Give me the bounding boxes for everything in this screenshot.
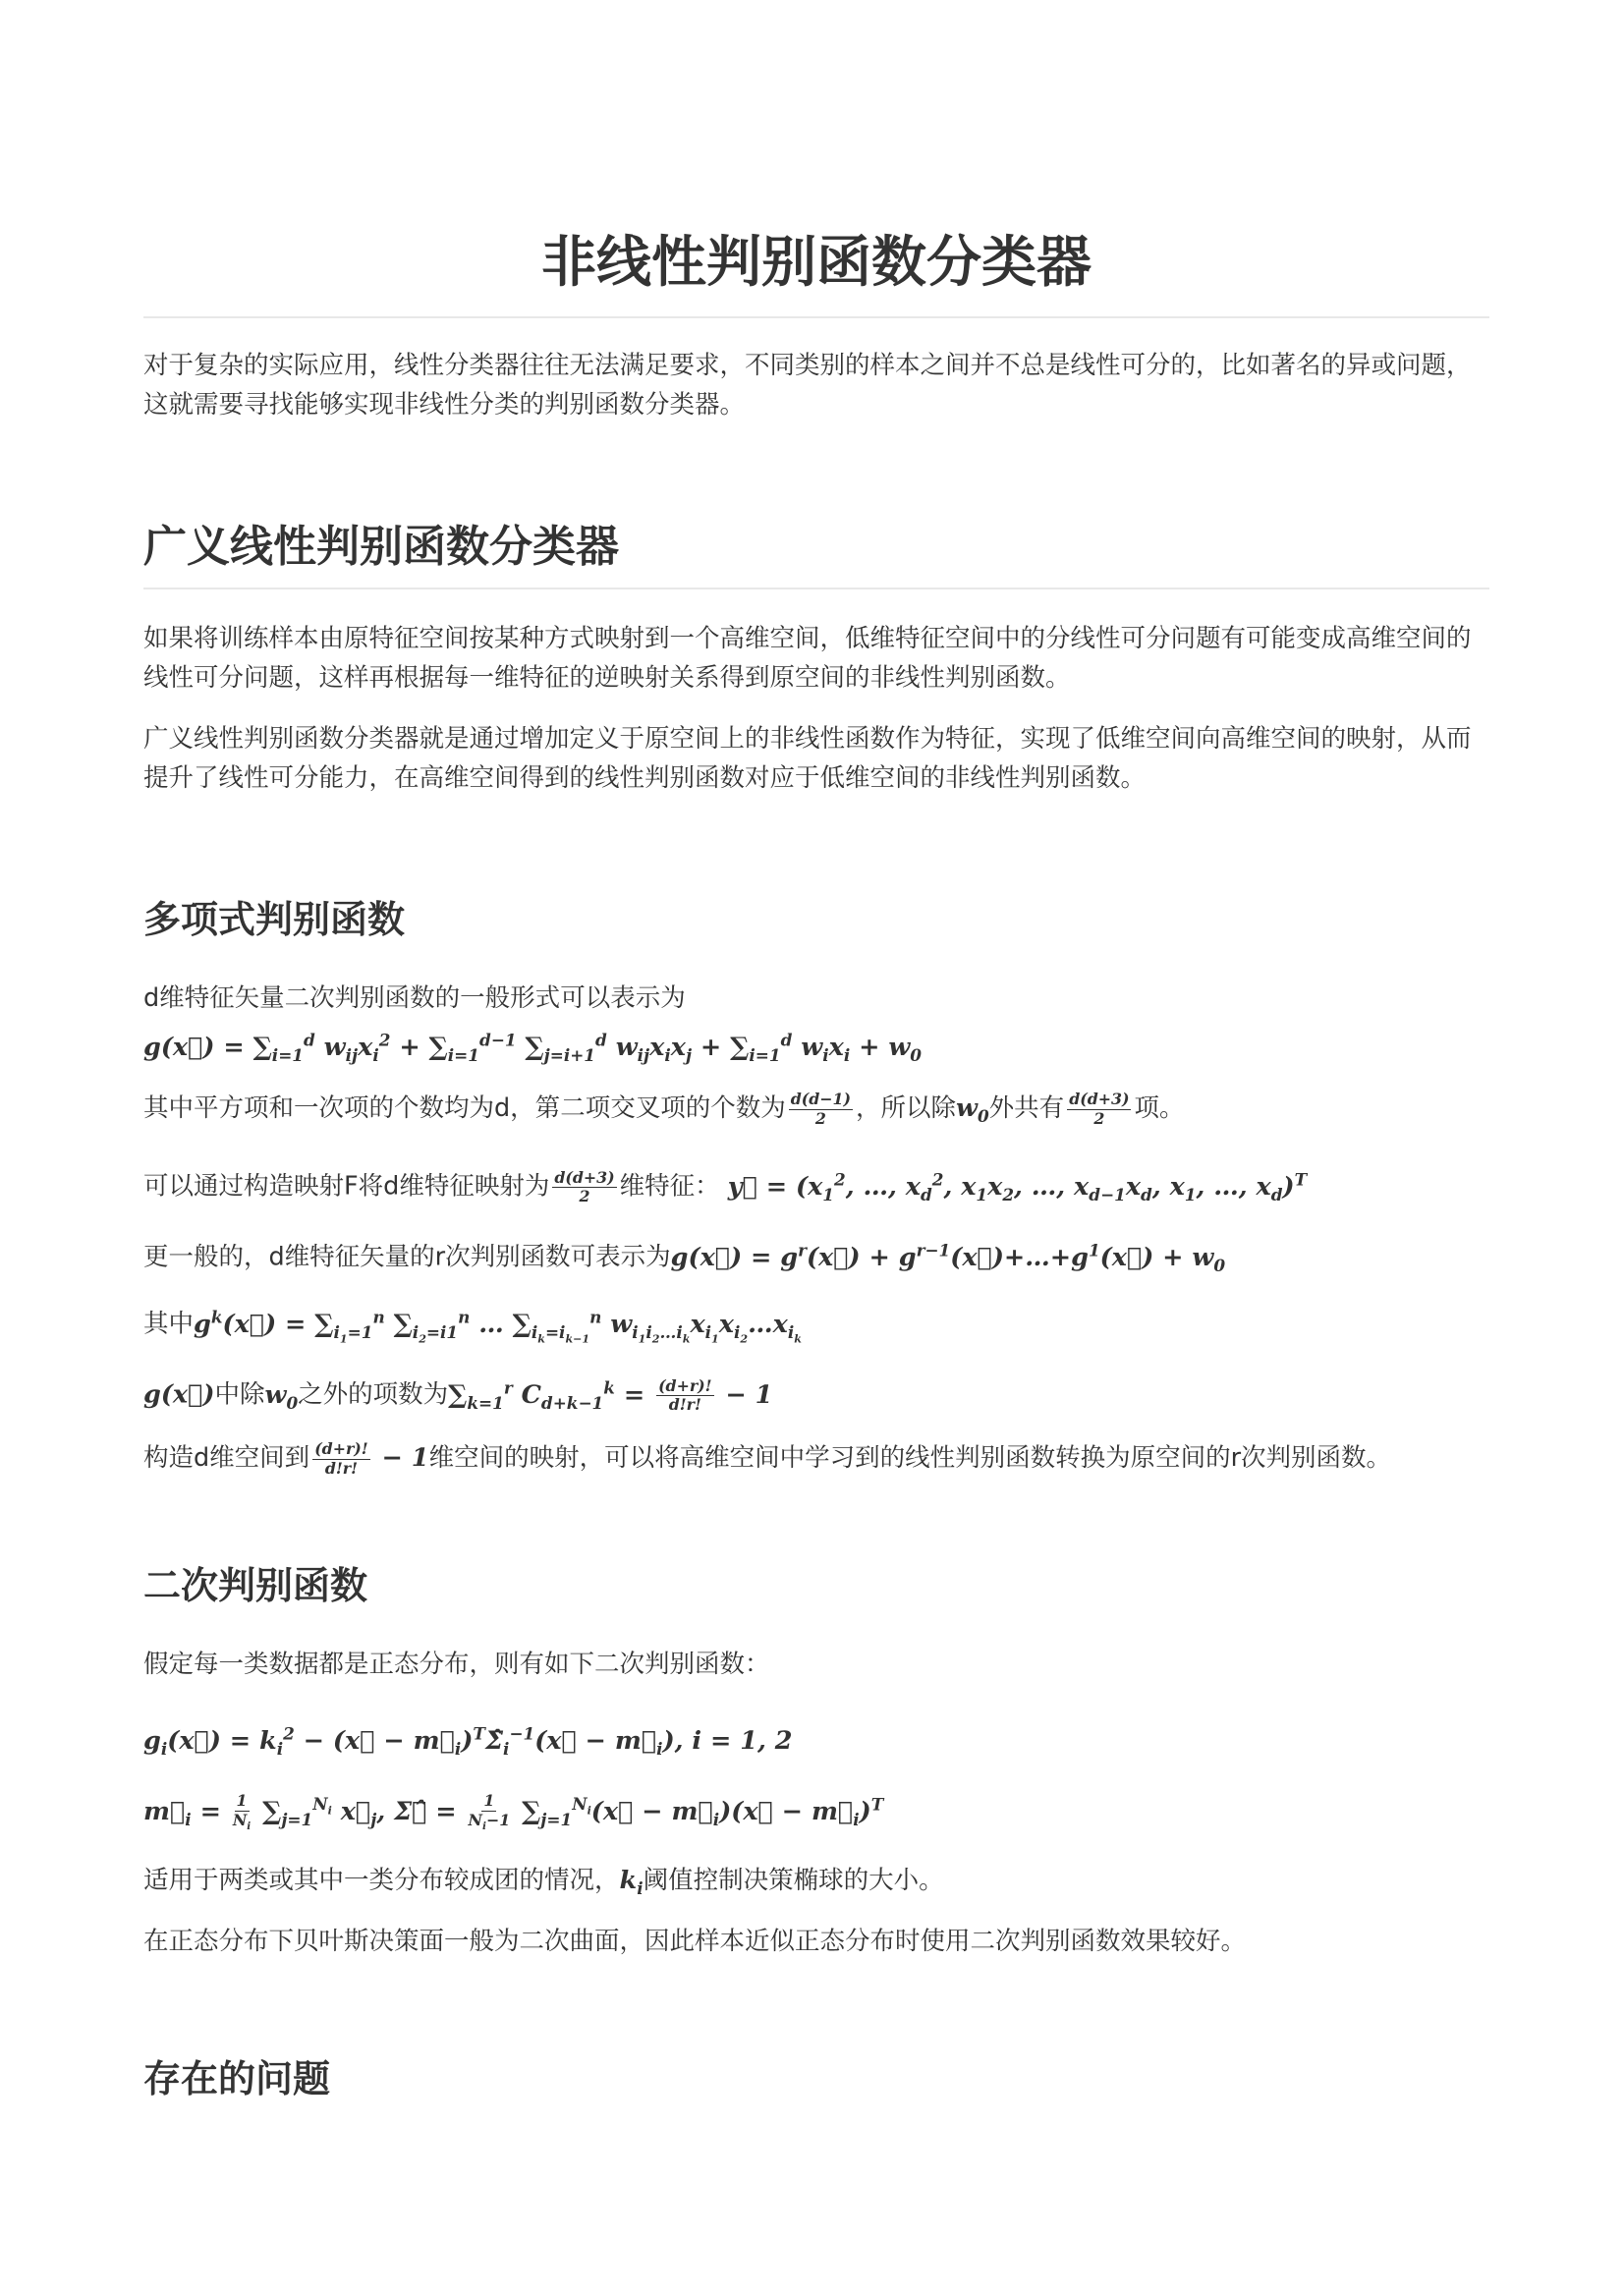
poly-line-4-text-a: 可以通过构造映射F将d维特征映射为 [143, 1171, 550, 1202]
section-heading-polynomial: 多项式判别函数 [143, 898, 406, 941]
poly-line-8-text-a: 构造d维空间到 [143, 1443, 310, 1473]
poly-line-5-text-a: 更一般的，d维特征矢量的r次判别函数可表示为 [143, 1242, 671, 1272]
quad-formula-gi: $g_i(x⃗) = k_i^2$ − (x⃗ − $m⃗_i)^T\Sigmâ_i^{-1}(x⃗$ − $m⃗_i$), i = 1, 2 [143, 1723, 793, 1759]
section-heading-generalized: 广义线性判别函数分类器 [143, 522, 619, 572]
quad-formula-mean-cov: $m⃗_i$ = $\frac{1}{N_i}$ $\sum_{j=1}^{N_i}$ $x⃗_j$, Σ⃗̂ = $\frac{1}{N_i-1}$ $\sum_{j=1}^{N_i}(x⃗$ − $m⃗_i)(x⃗$ − $m⃗_i)^T$ [143, 1791, 884, 1832]
poly-line-3-text-d: 项。 [1134, 1093, 1185, 1123]
quad-line-4-text-a: 适用于两类或其中一类分布较成团的情况， [143, 1866, 620, 1895]
poly-line-7: g(x⃗)中除$w_0$之外的项数为$\sum_{k=1}^r$ $C_{d+k-1}^k$ = $\frac{(d+r)!}{d!r!}$ − 1 [143, 1375, 773, 1414]
poly-line-8-text-b: 维空间的映射，可以将高维空间中学习到的线性判别函数转换为原空间的r次判别函数。 [428, 1443, 1392, 1473]
poly-line-4-text-b: 维特征： [619, 1171, 720, 1202]
section-divider [143, 588, 1489, 589]
poly-line-5: 更一般的，d维特征矢量的r次判别函数可表示为g(x⃗) = $g^r(x⃗)$ + $g^{r-1}(x⃗)+\dots+g^1(x⃗) + w_0$ [143, 1240, 1226, 1275]
quad-line-4-text-b: 阈值控制决策椭球的大小。 [643, 1866, 944, 1895]
title-divider [143, 316, 1489, 318]
section-heading-issues: 存在的问题 [143, 2057, 331, 2100]
poly-line-4: 可以通过构造映射F将d维特征映射为 $\frac{d(d+3)}{2}$ 维特征： y⃗ = ($x_1^2$, …, $x_d^2$, $x_1x_2$, …, $x_{d-1}x_d$, $x_1$, …, $x_d)^T$ [143, 1167, 1308, 1205]
quad-line-1: 假定每一类数据都是正态分布，则有如下二次判别函数： [143, 1650, 770, 1679]
poly-line-6-text-a: 其中 [143, 1309, 195, 1339]
generalized-paragraph-2: 广义线性判别函数分类器就是通过增加定义于原空间上的非线性函数作为特征，实现了低维空间向高维空间的映射，从而提升了线性可分能力，在高维空间得到的线性判别函数对应于低维空间的非线性判别函数。 [143, 724, 1472, 793]
poly-line-8: 构造d维空间到 $\frac{(d+r)!}{d!r!}$ − 1维空间的映射，可以将高维空间中学习到的线性判别函数转换为原空间的r次判别函数。 [143, 1439, 1392, 1478]
quad-line-4: 适用于两类或其中一类分布较成团的情况，$k_i$阈值控制决策椭球的大小。 [143, 1866, 944, 1899]
page-title: 非线性判别函数分类器 [541, 231, 1092, 295]
intro-paragraph: 对于复杂的实际应用，线性分类器往往无法满足要求，不同类别的样本之间并不总是线性可分的，比如著名的异或问题，这就需要寻找能够实现非线性分类的判别函数分类器。 [143, 351, 1472, 420]
poly-line-1: d维特征矢量二次判别函数的一般形式可以表示为 [143, 983, 686, 1013]
poly-line-7-text-b: 之外的项数为 [298, 1379, 449, 1410]
poly-line-7-text-a: 中除 [214, 1379, 265, 1410]
poly-line-3-text-c: 外共有 [988, 1093, 1065, 1123]
section-heading-quadratic: 二次判别函数 [143, 1564, 368, 1607]
generalized-paragraph-1: 如果将训练样本由原特征空间按某种方式映射到一个高维空间，低维特征空间中的分线性可分问题有可能变成高维空间的线性可分问题，这样再根据每一维特征的逆映射关系得到原空间的非线性判别函数。 [143, 624, 1472, 693]
poly-formula-quadratic: g(x⃗) = $\sum_{i=1}^d$ $w_{ij}x_i^2 + \sum_{i=1}^{d-1}$ $\sum_{j=i+1}^d$ $w_{ij}x_ix_j + \sum_{i=1}^d$ $w_ix_i + w_0$ [143, 1030, 923, 1065]
poly-line-3: 其中平方项和一次项的个数均为d，第二项交叉项的个数为 $\frac{d(d-1)}{2}$ ，所以除$w_0$外共有 $\frac{d(d+3)}{2}$ 项。 [143, 1090, 1185, 1128]
poly-line-6: 其中$g^k(x⃗) = \sum_{i_1=1}^n$ $\sum_{i_2=i1}^n$ … $\sum_{i_k=i_{k-1}}^n$ $w_{i_1i_2\dots i_k}x_{i_1}x_{i_2}\dots x_{i_k}$ [143, 1307, 802, 1345]
poly-line-3-text-b: ，所以除 [855, 1093, 956, 1123]
quad-line-5: 在正态分布下贝叶斯决策面一般为二次曲面，因此样本近似正态分布时使用二次判别函数效果较好。 [143, 1927, 1247, 1956]
poly-line-3-text-a: 其中平方项和一次项的个数均为d，第二项交叉项的个数为 [143, 1093, 786, 1123]
